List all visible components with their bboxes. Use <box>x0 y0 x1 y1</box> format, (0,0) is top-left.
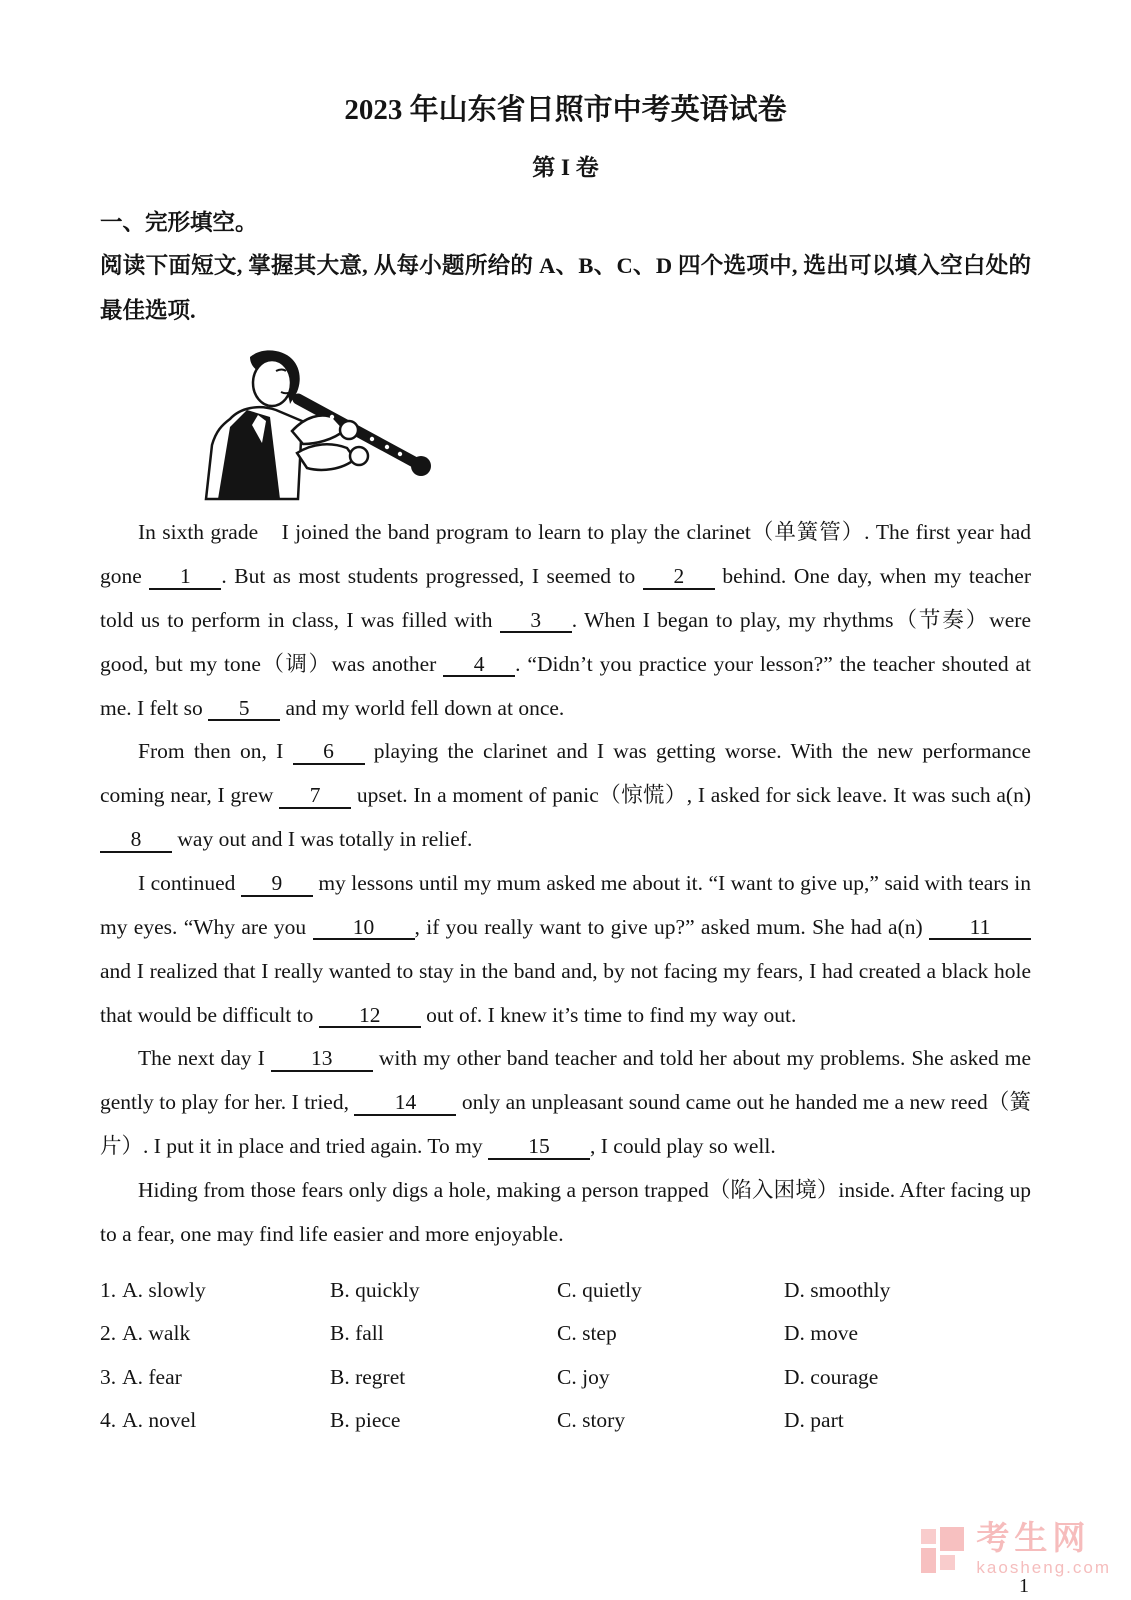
page-title: 2023 年山东省日照市中考英语试卷 <box>344 94 787 126</box>
blank-6: 6 <box>293 740 365 765</box>
question-number: 1. <box>100 1277 117 1302</box>
blank-8: 8 <box>100 828 172 853</box>
section-instructions: 阅读下面短文, 掌握其大意, 从每小题所给的 A、B、C、D 四个选项中, 选出可以填入空白处的最佳选项. <box>100 253 1031 324</box>
option-cell <box>100 1312 330 1356</box>
watermark-site-name: 考生网 <box>976 1521 1091 1557</box>
option-c: C. joy <box>557 1364 610 1389</box>
part-heading: 第 I 卷 <box>532 155 599 181</box>
question-options <box>100 1269 1031 1443</box>
option-c: C. step <box>557 1321 617 1346</box>
option-cell <box>100 1356 330 1400</box>
option-a: A. walk <box>122 1321 191 1346</box>
blank-4: 4 <box>443 653 515 678</box>
watermark <box>921 1523 1111 1576</box>
question-number: 2. <box>100 1321 117 1346</box>
blank-10: 10 <box>313 916 415 941</box>
option-c: C. story <box>557 1408 626 1433</box>
question-row-3 <box>100 1356 1031 1400</box>
passage-paragraph: I continued 9 my lessons until my mum asked me about it. “I want to give up,” said with tears in my eyes. “Why are you 10 , if you really want to give up?” asked mum. She had a(n) 11 and I realized that I really wanted to stay in the band and, by not facing my fears, I had created a black hole that would be difficult to 12 out of. I knew it’s time to find my way out. <box>100 870 1031 1027</box>
watermark-site-url: kaosheng.com <box>976 1558 1111 1577</box>
option-d: D. part <box>784 1408 844 1433</box>
question-row-2 <box>100 1312 1031 1356</box>
question-row-1 <box>100 1269 1031 1313</box>
blank-9: 9 <box>241 872 313 897</box>
blank-15: 15 <box>488 1135 590 1160</box>
passage-paragraph: The next day I 13 with my other band teacher and told her about my problems. She asked me gently to play for her. I tried, 14 only an unpleasant sound came out he handed me a new reed（簧片）. I put it in place and tried again. To my 15 , I could play so well. <box>100 1046 1032 1159</box>
option-c: C. quietly <box>557 1277 642 1302</box>
blank-7: 7 <box>279 784 351 809</box>
clarinet-player-icon <box>100 347 435 505</box>
blank-14: 14 <box>354 1091 456 1116</box>
passage-paragraph: Hiding from those fears only digs a hole, making a person trapped（陷入困境）inside. After facing up to a fear, one may find life easier and more enjoyable. <box>100 1177 1031 1246</box>
question-number: 3. <box>100 1364 117 1389</box>
blank-5: 5 <box>208 697 280 722</box>
watermark-text <box>976 1523 1111 1576</box>
question-number: 4. <box>100 1408 117 1433</box>
option-b: B. quickly <box>330 1277 420 1302</box>
cloze-passage <box>100 511 1031 1257</box>
option-b: B. regret <box>330 1364 406 1389</box>
option-b: B. fall <box>330 1321 384 1346</box>
blank-1: 1 <box>149 565 221 590</box>
option-b: B. piece <box>330 1408 401 1433</box>
blank-11: 11 <box>929 916 1031 941</box>
option-cell <box>100 1399 330 1443</box>
question-row-4 <box>100 1399 1031 1443</box>
option-a: A. novel <box>122 1408 197 1433</box>
kaosheng-logo-icon <box>921 1527 967 1573</box>
option-d: D. courage <box>784 1364 879 1389</box>
option-a: A. fear <box>122 1364 182 1389</box>
blank-3: 3 <box>500 609 572 634</box>
blank-2: 2 <box>643 565 715 590</box>
page-number: 1 <box>1019 1575 1029 1597</box>
clarinet-player-illustration <box>100 347 1031 505</box>
blank-12: 12 <box>319 1004 421 1029</box>
passage-paragraph: From then on, I 6 playing the clarinet and I was getting worse. With the new performance coming near, I grew 7 upset. In a moment of panic（惊慌）, I asked for sick leave. It was such a(n) 8 way out and I was totally in relief. <box>100 739 1031 852</box>
option-d: D. smoothly <box>784 1277 891 1302</box>
option-d: D. move <box>784 1321 859 1346</box>
option-a: A. slowly <box>122 1277 206 1302</box>
passage-paragraph: In sixth grade I joined the band program to learn to play the clarinet（单簧管）. The first year had gone 1 . But as most students progressed, I seemed to 2 behind. One day, when my teacher told us to perform in class, I was filled with 3 . When I began to play, my rhythms（节奏）were good, but my tone（调）was another 4 . “Didn’t you practice your lesson?” the teacher shouted at me. I felt so 5 and my world fell down at once. <box>100 520 1031 720</box>
blank-13: 13 <box>271 1047 373 1072</box>
option-cell <box>100 1269 330 1313</box>
section-heading: 一、完形填空。 <box>100 209 258 235</box>
